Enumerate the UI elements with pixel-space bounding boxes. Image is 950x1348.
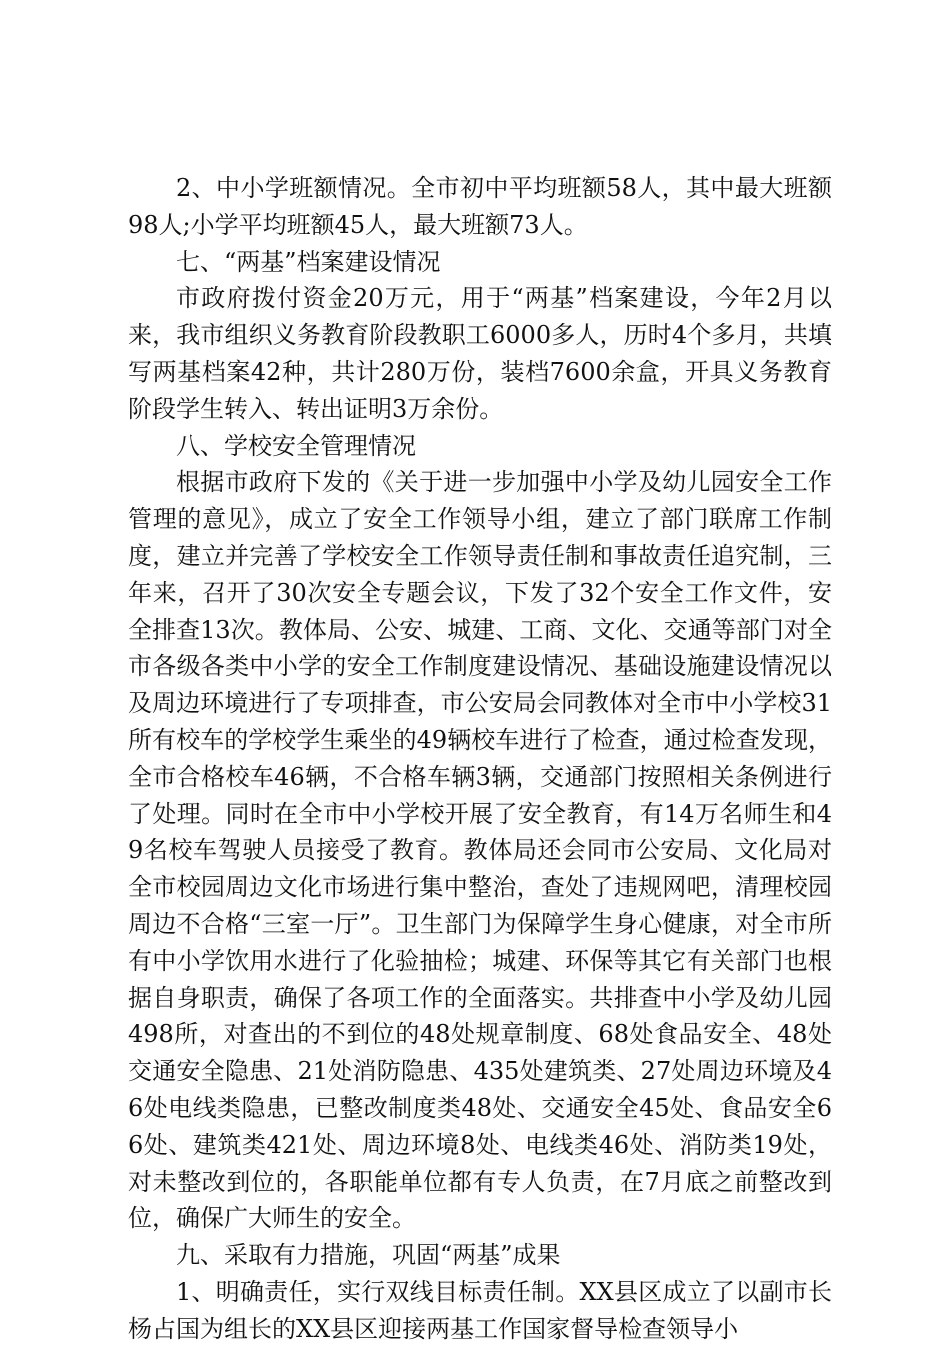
heading-consolidate-results: 九、采取有力措施，巩固“两基”成果 (176, 1241, 561, 1270)
paragraph-archive-construction: 市政府拨付资金20万元，用于“两基”档案建设，今年2月以来，我市组织义务教育阶段教职工6000多人，历时4个多月，共填写两基档案42种，共计280万份，装档7600余盒，开具义务教育阶段学生转入、转出证明3万余份。 (128, 284, 832, 423)
paragraph-school-safety: 根据市政府下发的《关于进一步加强中小学及幼儿园安全工作管理的意见》，成立了安全工作领导小组，建立了部门联席工作制度，建立并完善了学校安全工作领导责任制和事故责任追究制，三年来，召开了30次安全专题会议，下发了32个安全工作文件，安全排查13次。教体局、公安、城建、工商、文化、交通等部门对全市各级各类中小学的安全工作制度建设情况、基础设施建设情况以及周边环境进行了专项排查，市公安局会同教体对全市中小学校31所有校车的学校学生乘坐的49辆校车进行了检查，通过检查发现，全市合格校车46辆，不合格车辆3辆，交通部门按照相关条例进行了处理。同时在全市中小学校开展了安全教育，有14万名师生和49名校车驾驶人员接受了教育。教体局还会同市公安局、文化局对全市校园周边文化市场进行集中整治，查处了违规网吧，清理校园周边不合格“三室一厅”。卫生部门为保障学生身心健康，对全市所有中小学饮用水进行了化验抽检；城建、环保等其它有关部门也根据自身职责，确保了各项工作的全面落实。共排查中小学及幼儿园498所，对查出的不到位的48处规章制度、68处食品安全、48处交通安全隐患、21处消防隐患、435处建筑类、27处周边环境及46处电线类隐患，已整改制度类48处、交通安全45处、食品安全66处、建筑类421处、周边环境8处、电线类46处、消防类19处，对未整改到位的，各职能单位都有专人负责，在7月底之前整改到位，确保广大师生的安全。 (128, 468, 832, 1233)
paragraph-responsibility: 1、明确责任，实行双线目标责任制。XX县区成立了以副市长杨占国为组长的XX县区迎接两基工作国家督导检查领导小 (128, 1277, 832, 1343)
heading-archive-construction: 七、“两基”档案建设情况 (176, 247, 441, 276)
heading-school-safety: 八、学校安全管理情况 (176, 431, 416, 460)
document-body (128, 170, 832, 1348)
paragraph-class-size: 2、中小学班额情况。全市初中平均班额58人，其中最大班额98人;小学平均班额45人，最大班额73人。 (128, 174, 832, 239)
